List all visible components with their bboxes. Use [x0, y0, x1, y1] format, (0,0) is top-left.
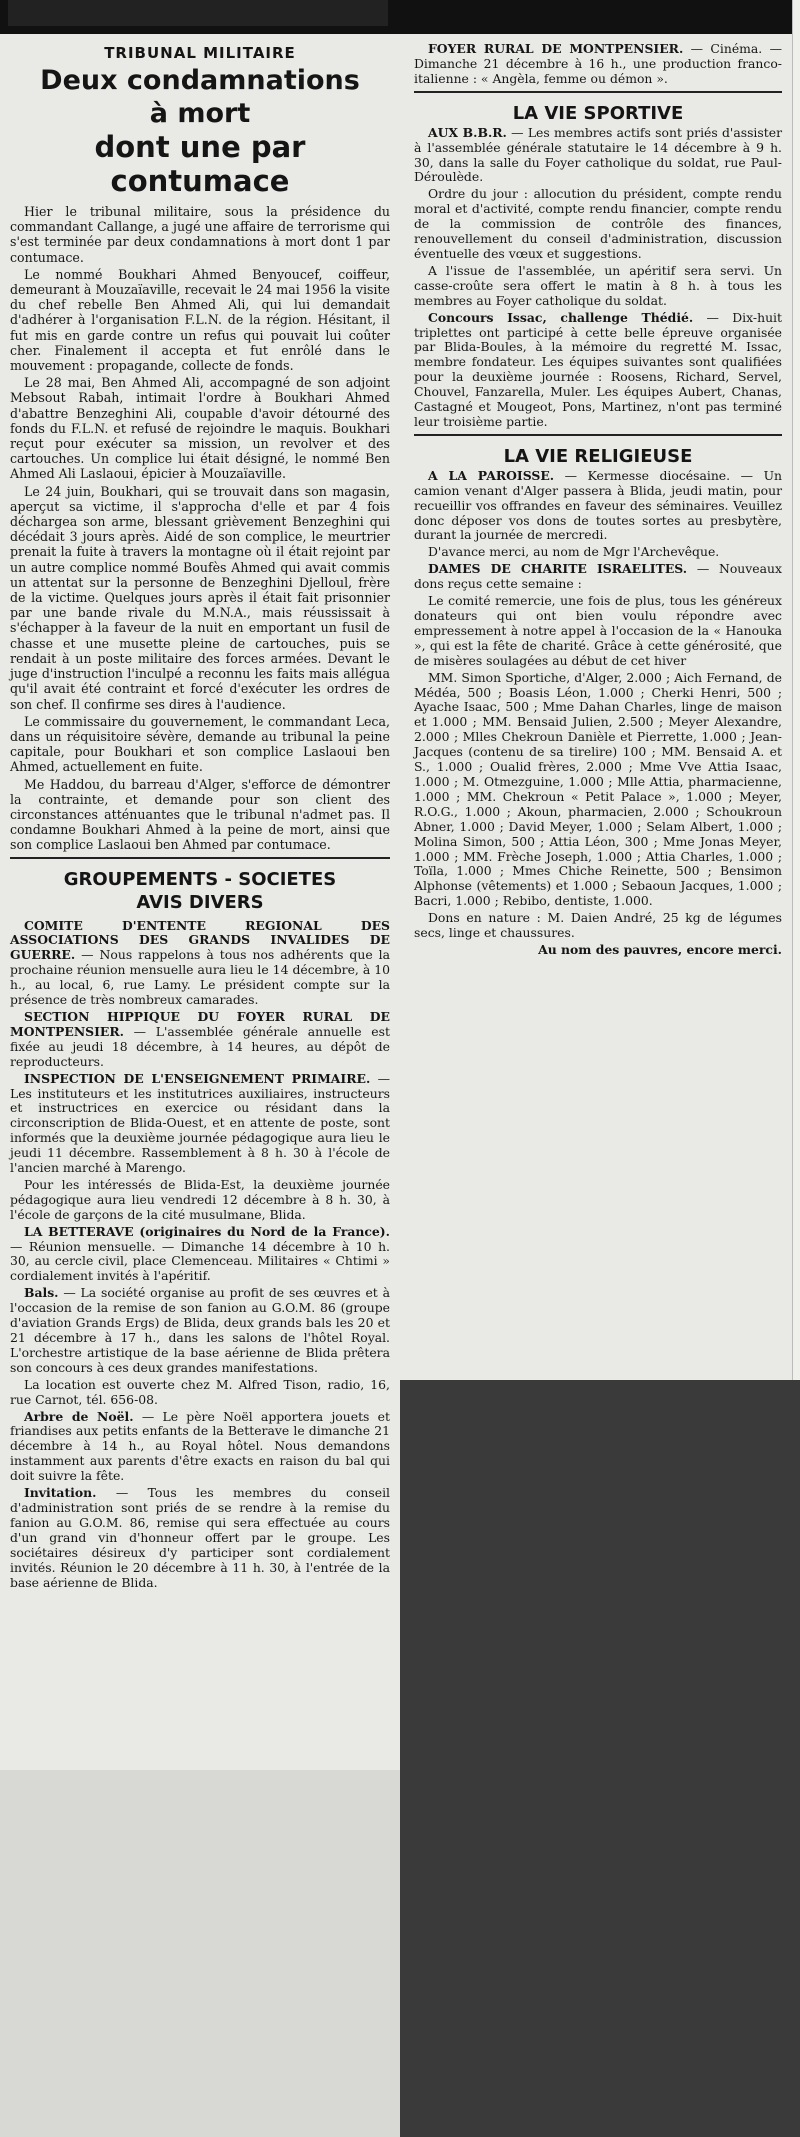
- sport-paragraph: [414, 311, 782, 430]
- notice-text: — Les instituteurs et les institutrices auxiliaires, instructeurs et instructrices en exercice ou résidant dans la circonscription de Blida-Ouest, et en attente de poste, sont informés que la deuxième journée pédagogique aura lieu le jeudi 11 décembre. Rassemblement à 8 h. 30 à l'école de l'ancien marché à Marengo.: [10, 1070, 390, 1176]
- notice-item: [10, 1378, 390, 1408]
- paroisse-paragraph: [414, 469, 782, 544]
- article-paragraph: Le 24 juin, Boukhari, qui se trouvait dans son magasin, aperçut sa victime, il s'approcha d'elle et par 4 fois déchargea son arme, blessant grièvement Benzeghini qui décédait 3 jours après. Aidé de son complice, le meurtrier prenait la fuite à travers la montagne où il était rejoint par un autre complice nommé Boufès Ahmed qui avait commis un attentat sur la personne de Benzeghini Djelloul, frère de la victime. Quelques jours après il était fait prisonnier par une bande rivale du M.N.A., mais réussissait à s'échapper à la faveur de la nuit en emportant un fusil de chasse et une musette pleine de cartouches, puis se rendait à un poste militaire des forces armées. Devant le juge d'instruction l'inculpé a reconnu les faits mais allégua qu'il avait été contraint et forcé d'exécuter les ordres de son chef. Il confirme ses dires à l'audience.: [10, 483, 390, 712]
- notice-item: [10, 1286, 390, 1375]
- sport-lead: Concours Issac, challenge Thédié.: [428, 309, 694, 325]
- article-paragraph: Le commissaire du gouvernement, le commandant Leca, dans un réquisitoire sévère, demande au tribunal la peine capitale, pour Boukhari et son complice Laslaoui ben Ahmed, actuellement en fuite.: [10, 713, 390, 775]
- section-kicker: TRIBUNAL MILITAIRE: [104, 44, 296, 62]
- notice-lead: Invitation.: [24, 1485, 97, 1501]
- notice-lead: FOYER RURAL DE MONTPENSIER.: [428, 41, 684, 56]
- article-paragraph: Hier le tribunal militaire, sous la présidence du commandant Callange, a jugé une affaire de terrorisme qui s'est terminée par deux condamnations à mort dont 1 par contumace.: [10, 204, 390, 265]
- right-column: [404, 8, 792, 960]
- notice-text: — Tous les membres du conseil d'administration sont priés de se rendre à la remise du fanion au G.O.M. 86, remise qui sera effectuée au cours d'un grand vin d'honneur offert par le groupe. Les sociétaires désireux d'y participer sont cordialement invités. Réunion le 20 décembre à 11 h. 30, à l'entrée de la base aérienne de Blida.: [10, 1485, 390, 1590]
- notice-text: La location est ouverte chez M. Alfred Tison, radio, 16, rue Carnot, tél. 656-08.: [10, 1376, 390, 1407]
- avis-divers-title: AVIS DIVERS: [136, 891, 264, 913]
- notice-text: — Le père Noël apportera jouets et friandises aux petits enfants de la Betterave le dimanche 21 décembre à 14 h., au Royal hôtel. Nous demandons instamment aux parents d'être exacts en raison du bal qui doit suivre la fête.: [10, 1408, 390, 1484]
- notice-item: [10, 1072, 390, 1176]
- page-edge: [792, 0, 800, 1380]
- notice-lead: COMITE D'ENTENTE REGIONAL DES ASSOCIATIONS DES GRANDS INVALIDES DE GUERRE.: [10, 917, 390, 963]
- vie-religieuse-title: LA VIE RELIGIEUSE: [503, 445, 693, 467]
- notice-item: [10, 1010, 390, 1070]
- page-column-left-lower: [0, 1770, 400, 2137]
- donor-list: MM. Simon Sportiche, d'Alger, 2.000 ; Aich Fernand, de Médéa, 500 ; Boasis Léon, 1.000 ; Cherki Henri, 500 ; Ayache Isaac, 500 ; Mme Dahan Charles, linge de maison et 1.000 ; MM. Bensaid Julien, 2.500 ; Meyer Alexandre, 2.000 ; Mlles Chekroun Danièle et Pierrette, 1.000 ; Jean-Jacques (contenu de sa tirelire) 100 ; MM. Bensaid A. et S., 1.000 ; Oualid frères, 2.000 ; Mme Vve Attia Isaac, 1.000 ; M. Otmezguine, 1.000 ; Mlle Attia, pharmacienne, 1.000 ; MM. Chekroun « Petit Palace », 1.000 ; Meyer, R.O.G., 1.000 ; Akoun, pharmacien, 2.000 ; Schoukroun Abner, 1.000 ; David Meyer, 1.000 ; Selam Albert, 1.000 ; Molina Simon, 500 ; Attia Léon, 300 ; Mme Jonas Meyer, 1.000 ; MM. Frèche Joseph, 1.000 ; Attia Charles, 1.000 ; Toïla, 1.000 ; Mmes Chiche Reinette, 500 ; Bensimon Alphonse (vêtements) et 1.000 ; Sebaoun Jacques, 1.000 ; Bacri, 1.000 ; Rebibo, dentiste, 1.000.: [414, 669, 782, 909]
- notice-item: [10, 1178, 390, 1223]
- closing-line: Au nom des pauvres, encore merci.: [538, 941, 782, 957]
- notice-text: — L'assemblée générale annuelle est fixée au jeudi 18 décembre, à 14 heures, au dépôt de reproducteurs.: [10, 1023, 390, 1069]
- sport-text: A l'issue de l'assemblée, un apéritif sera servi. Un casse-croûte sera offert le matin à 8 h. à tous les membres au Foyer catholique du soldat.: [414, 262, 782, 308]
- notice-text: — Nous rappelons à tous nos adhérents que la prochaine réunion mensuelle aura lieu le 14 décembre, à 10 h., au local, 6, rue Lamy. Le président compte sur la présence de très nombreux camarades.: [10, 947, 390, 1008]
- paroisse-lead: A LA PAROISSE.: [428, 467, 555, 483]
- vie-sportive-title: LA VIE SPORTIVE: [512, 102, 684, 124]
- article-paragraph: Le nommé Boukhari Ahmed Benyoucef, coiffeur, demeurant à Mouzaïaville, recevait le 24 mai 1956 la visite du chef rebelle Ben Ahmed Ali, qui lui demandait d'adhérer à l'organisation F.L.N. de la région. Hésitant, il fut mis en garde contre un refus qui pouvait lui coûter cher. Finalement il accepta et fut enrôlé dans le mouvement : propagande, collecte de fonds.: [10, 266, 390, 374]
- dames-text: — Nouveaux dons reçus cette semaine :: [414, 561, 782, 592]
- notice-lead: Bals.: [24, 1285, 59, 1301]
- notice-item: [414, 42, 782, 87]
- sport-paragraph: [414, 264, 782, 309]
- paroisse-text: — Kermesse diocésaine. — Un camion venant d'Alger passera à Blida, jeudi matin, pour recueillir vos offrandes en faveur des séminaires. Veuillez donc déposer vos dons de toutes sortes au presbytère, durant la journée de mercredi.: [414, 467, 782, 543]
- paroisse-sign: D'avance merci, au nom de Mgr l'Archevêque.: [428, 544, 720, 560]
- article-paragraph: Me Haddou, du barreau d'Alger, s'efforce de démontrer la contrainte, et demande pour son client des circonstances atténuantes que le tribunal n'admet pas. Il condamne Boukhari Ahmed à la peine de mort, ainsi que son complice Laslaoui ben Ahmed par contumace.: [10, 776, 390, 853]
- notice-item: [10, 1410, 390, 1485]
- notice-lead: INSPECTION DE L'ENSEIGNEMENT PRIMAIRE.: [24, 1070, 371, 1086]
- section-divider: [10, 857, 390, 859]
- sport-text: — Les membres actifs sont priés d'assister à l'assemblée générale statutaire le 14 décembre à 9 h. 30, dans la salle du Foyer catholique du soldat, rue Paul-Déroulède.: [414, 124, 782, 185]
- notice-item: [10, 1225, 390, 1285]
- sport-text: Ordre du jour : allocution du président, compte rendu moral et d'activité, compte rendu financier, compte rendu de la commission de contrôle des finances, renouvellement du conseil d'administration, discussion éventuelle des vœux et suggestions.: [414, 186, 782, 261]
- dames-lead: DAMES DE CHARITE ISRAELITES.: [428, 561, 688, 577]
- notice-text: Pour les intéressés de Blida-Est, la deuxième journée pédagogique aura lieu vendredi 12 décembre à 8 h. 30, à l'école de garçons de la cité musulmane, Blida.: [10, 1176, 390, 1222]
- notice-item: [10, 919, 390, 1008]
- notice-item: [10, 1486, 390, 1590]
- headline-line-3: dont une par contumace: [94, 130, 306, 198]
- article-paragraph: Le 28 mai, Ben Ahmed Ali, accompagné de son adjoint Mebsout Rabah, intimait l'ordre à Boukhari Ahmed d'abattre Benzeghini Ali, coupable d'avoir détourné des fonds du F.L.N. et refusé de rejoindre le maquis. Boukhari reçut pour exécuter sa mission, un revolver et des cartouches. Un complice lui était désigné, le nommé Ben Ahmed Ali Laslaoui, épicier à Mouzaïaville.: [10, 375, 390, 482]
- section-divider: [414, 91, 782, 93]
- groupements-title: GROUPEMENTS - SOCIETES: [63, 868, 337, 890]
- notice-text: — Réunion mensuelle. — Dimanche 14 décembre à 10 h. 30, au cercle civil, place Clemenceau. Militaires « Chtimi » cordialement invités à l'apéritif.: [10, 1238, 390, 1284]
- notice-lead: LA BETTERAVE (originaires du Nord de la France).: [24, 1223, 390, 1239]
- section-divider: [414, 434, 782, 436]
- notice-text: — La société organise au profit de ses œuvres et à l'occasion de la remise de son fanion au G.O.M. 86 (groupe d'aviation Grands Ergs) de Blida, deux grands bals les 20 et 21 décembre à 17 h., dans les salons de l'hôtel Royal. L'orchestre artistique de la base aérienne de Blida prêtera son concours à ces deux grandes manifestations.: [10, 1285, 390, 1375]
- sport-text: — Dix-huit triplettes ont participé à cette belle épreuve organisée par Blida-Boules, à la mémoire du regretté M. Issac, membre fondateur. Les équipes suivantes sont qualifiées pour la deuxième journée : Roosens, Richard, Servel, Chouvel, Fanzarella, Muler. Les équipes Aubert, Chanas, Castagné et Mougeot, Pons, Martinez, n'ont pas terminé leur troisième partie.: [414, 309, 782, 429]
- nature-donations: Dons en nature : M. Daien André, 25 kg de légumes secs, linge et chaussures.: [414, 910, 782, 941]
- notice-lead: SECTION HIPPIQUE DU FOYER RURAL DE MONTPENSIER.: [10, 1008, 390, 1039]
- sport-paragraph: [414, 187, 782, 262]
- tribunal-article: [0, 40, 400, 1592]
- sport-paragraph: [414, 126, 782, 186]
- notice-text: — Cinéma. — Dimanche 21 décembre à 16 h., une production franco-italienne : « Angèla, femme ou démon ».: [414, 41, 782, 86]
- dames-paragraph-2: Le comité remercie, une fois de plus, tous les généreux donateurs qui ont bien voulu répondre avec empressement à notre appel à l'occasion de la « Hanouka », qui est la fête de charité. Grâce à cette générosité, que de misères soulagées au début de cet hiver: [414, 593, 782, 668]
- notice-lead: Arbre de Noël.: [24, 1408, 134, 1424]
- headline-line-1: Deux condamnations: [40, 65, 360, 96]
- sport-lead: AUX B.B.R.: [428, 124, 507, 140]
- dames-paragraph: [414, 562, 782, 592]
- headline-line-2: à mort: [149, 98, 251, 129]
